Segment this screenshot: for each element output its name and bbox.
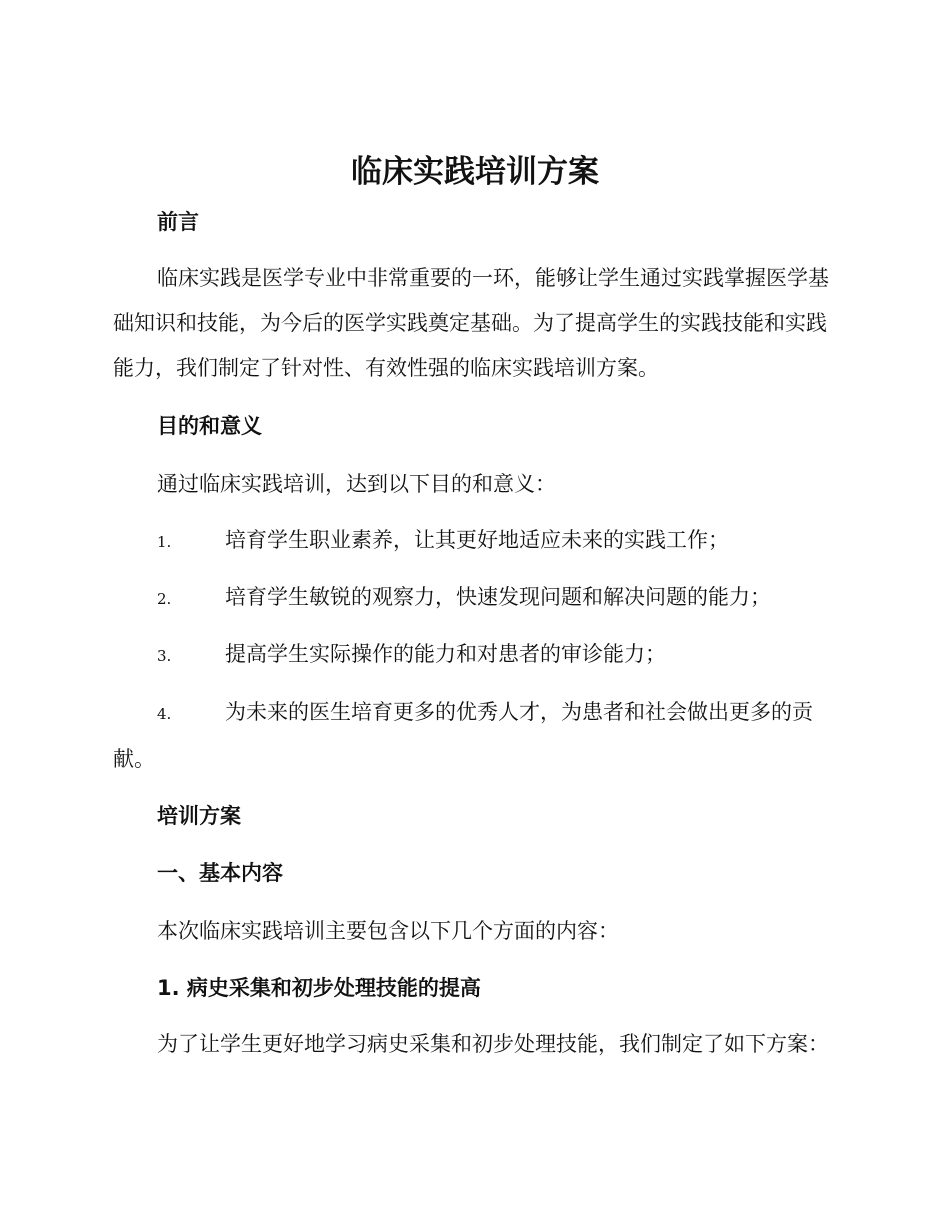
purpose-list-item xyxy=(113,575,833,622)
document-title: 临床实践培训方案 xyxy=(351,154,599,190)
preface-paragraph: 临床实践是医学专业中非常重要的一环，能够让学生通过实践掌握医学基础知识和技能，为今后的医学实践奠定基础。为了提高学生的实践技能和实践能力，我们制定了针对性、有效性强的临床实践培训方案。 xyxy=(113,266,829,380)
list-item-text: 培育学生敏锐的观察力，快速发现问题和解决问题的能力； xyxy=(225,585,771,609)
subsection-1-heading: 1. 病史采集和初步处理技能的提高 xyxy=(157,976,481,1000)
purpose-list-item xyxy=(113,518,833,565)
list-item-text: 提高学生实际操作的能力和对患者的审诊能力； xyxy=(225,642,666,666)
purpose-list-item xyxy=(113,690,833,782)
list-number: 4. xyxy=(157,705,172,723)
list-number: 1. xyxy=(157,533,172,551)
basic-content-heading: 一、基本内容 xyxy=(157,861,283,885)
list-number: 2. xyxy=(157,590,172,608)
subsection-1-paragraph: 为了让学生更好地学习病史采集和初步处理技能，我们制定了如下方案： xyxy=(157,1032,829,1056)
purpose-intro: 通过临床实践培训，达到以下目的和意义： xyxy=(157,472,556,496)
list-number: 3. xyxy=(157,647,172,665)
basic-content-intro: 本次临床实践培训主要包含以下几个方面的内容： xyxy=(157,919,619,943)
list-item-text: 为未来的医生培育更多的优秀人才，为患者和社会做出更多的贡献。 xyxy=(113,700,813,771)
purpose-heading: 目的和意义 xyxy=(157,414,262,438)
list-item-text: 培育学生职业素养，让其更好地适应未来的实践工作； xyxy=(225,528,729,552)
purpose-list-item xyxy=(113,632,833,679)
plan-heading: 培训方案 xyxy=(157,804,241,828)
preface-heading: 前言 xyxy=(157,210,199,234)
